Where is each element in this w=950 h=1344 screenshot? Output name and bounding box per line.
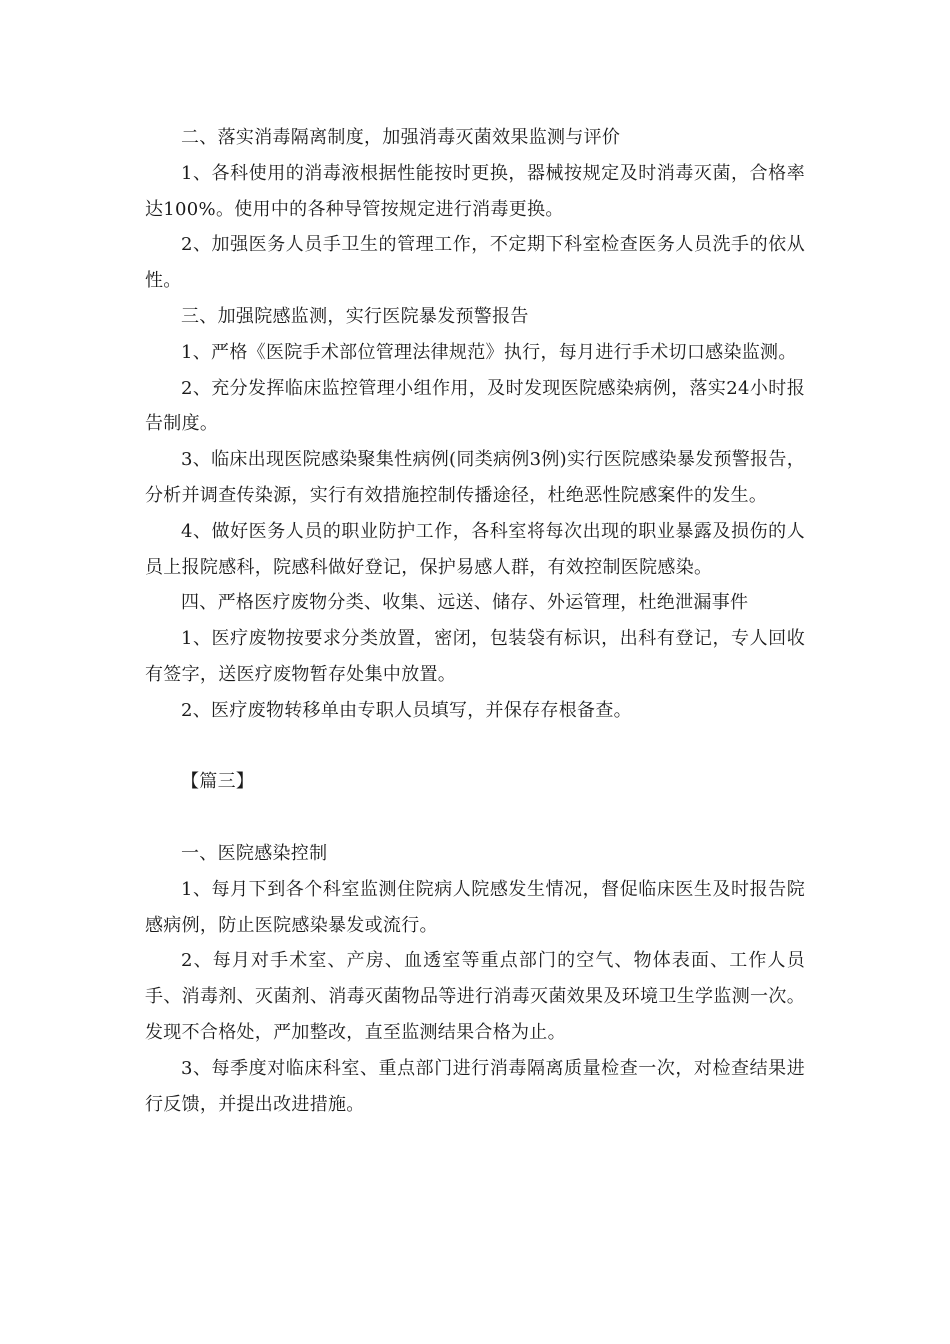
paragraph: 1、严格《医院手术部位管理法律规范》执行，每月进行手术切口感染监测。 [181, 341, 797, 363]
paragraph: 2、医疗废物转移单由专职人员填写，并保存存根备查。 [181, 699, 632, 721]
paragraph: 3、每季度对临床科室、重点部门进行消毒隔离质量检查一次，对检查结果进行反馈，并提出改进措施。 [145, 1057, 805, 1115]
paragraph: 1、各科使用的消毒液根据性能按时更换，器械按规定及时消毒灭菌，合格率达100%。使用中的各种导管按规定进行消毒更换。 [145, 162, 805, 220]
section-heading: 二、落实消毒隔离制度，加强消毒灭菌效果监测与评价 [181, 127, 621, 148]
paragraph: 2、加强医务人员手卫生的管理工作，不定期下科室检查医务人员洗手的依从性。 [145, 234, 805, 292]
paragraph: 1、每月下到各个科室监测住院病人院感发生情况，督促临床医生及时报告院感病例，防止医院感染暴发或流行。 [145, 878, 805, 936]
paragraph: 3、临床出现医院感染聚集性病例(同类病例3例)实行医院感染暴发预警报告，分析并调查传染源，实行有效措施控制传播途径，杜绝恶性院感案件的发生。 [145, 449, 805, 506]
paragraph: 2、每月对手术室、产房、血透室等重点部门的空气、物体表面、工作人员手、消毒剂、灭菌剂、消毒灭菌物品等进行消毒灭菌效果及环境卫生学监测一次。发现不合格处，严加整改，直至监测结果合格为止。 [145, 950, 805, 1043]
blank-line [145, 800, 805, 836]
part-title: 【篇三】 [181, 771, 255, 793]
paragraph: 4、做好医务人员的职业防护工作，各科室将每次出现的职业暴露及损伤的人员上报院感科，院感科做好登记，保护易感人群，有效控制医院感染。 [145, 520, 805, 578]
section-heading: 三、加强院感监测，实行医院暴发预警报告 [181, 305, 529, 327]
paragraph: 2、充分发挥临床监控管理小组作用，及时发现医院感染病例，落实24小时报告制度。 [145, 377, 805, 435]
paragraph: 1、医疗废物按要求分类放置，密闭，包装袋有标识，出科有登记，专人回收有签字，送医疗废物暂存处集中放置。 [145, 628, 805, 685]
blank-line [145, 729, 805, 765]
document-body [145, 120, 805, 1122]
section-heading: 一、医院感染控制 [181, 842, 328, 864]
section-heading: 四、严格医疗废物分类、收集、远送、储存、外运管理，杜绝泄漏事件 [181, 592, 749, 614]
